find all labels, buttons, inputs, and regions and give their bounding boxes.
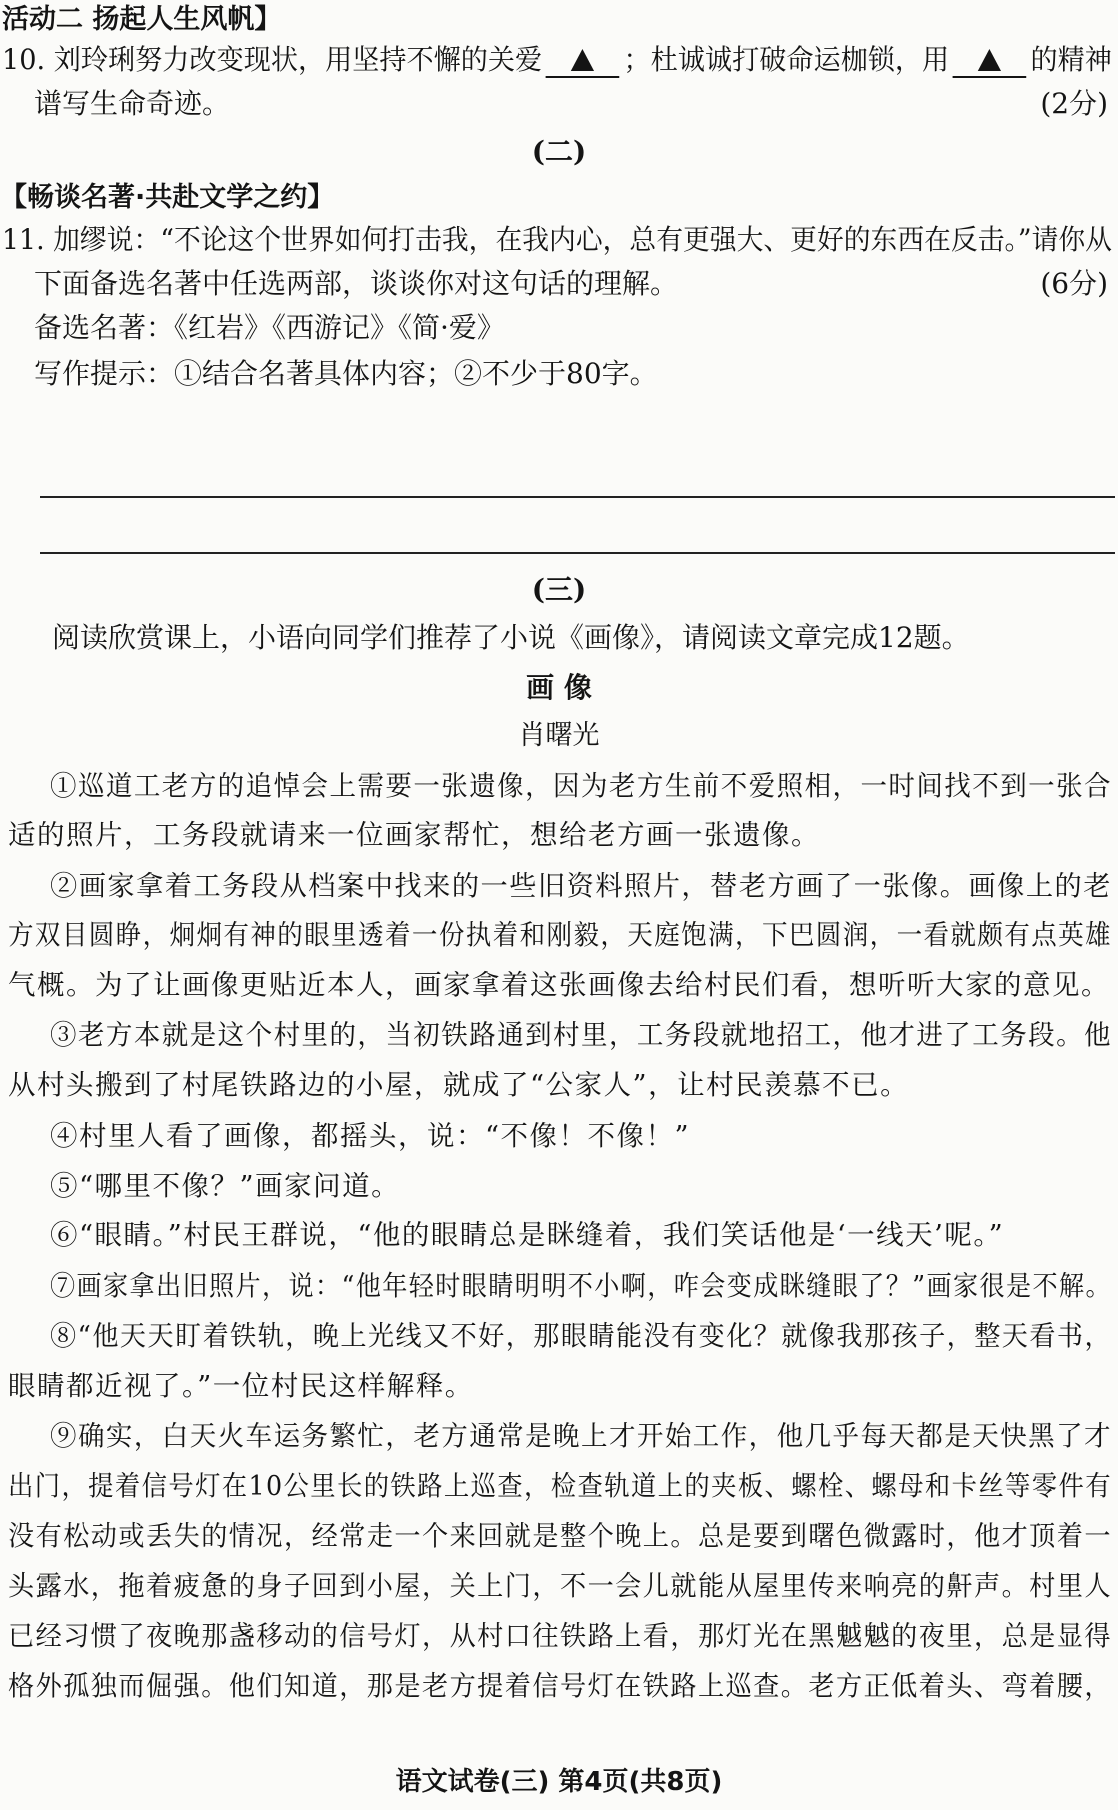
story-line: ⑤“哪里不像？”画家问道。 — [50, 1170, 401, 1202]
activity-heading: 活动二 扬起人生风帆】 — [2, 4, 282, 35]
page-footer: 语文试卷(三) 第4页(共8页) — [395, 1767, 723, 1797]
writing-hint: 写作提示：①结合名著具体内容；②不少于80字。 — [34, 357, 658, 390]
story-line: ⑥“眼睛。”村民王群说，“他的眼睛总是眯缝着，我们笑话他是‘一线天’呢。” — [50, 1219, 1005, 1251]
story-line: 方双目圆睁，炯炯有神的眼里透着一份执着和刚毅，天庭饱满，下巴圆润，一看就颇有点英雄 — [8, 919, 1112, 951]
question-11-line1: 11. 加缪说：“不论这个世界如何打击我，在我内心，总有更强大、更好的东西在反击。”请你从 — [2, 223, 1112, 256]
question-10-score: (2分) — [1040, 87, 1108, 120]
story-line: ④村里人看了画像，都摇头，说：“不像！不像！” — [50, 1120, 691, 1152]
story-line: 眼睛都近视了。”一位村民这样解释。 — [8, 1370, 474, 1402]
story-line: ③老方本就是这个村里的，当初铁路通到村里，工务段就地招工，他才进了工务段。他 — [50, 1019, 1112, 1051]
answer-line-1[interactable] — [40, 496, 1115, 498]
question-11-score: (6分) — [1040, 267, 1108, 300]
answer-blank-1[interactable] — [546, 44, 620, 78]
question-10-line1 — [2, 40, 1112, 80]
story-line: ⑧“他天天盯着铁轨，晚上光线又不好，那眼睛能没有变化？就像我那孩子，整天看书， — [50, 1320, 1113, 1352]
reading-intro: 阅读欣赏课上，小语向同学们推荐了小说《画像》，请阅读文章完成12题。 — [52, 621, 970, 654]
story-title: 画 像 — [526, 671, 592, 704]
story-line: ①巡道工老方的追悼会上需要一张遗像，因为老方生前不爱照相，一时间找不到一张合 — [50, 770, 1112, 802]
book-options: 备选名著：《红岩》《西游记》《简·爱》 — [34, 311, 505, 344]
q10-text-c: 的精神 — [1030, 43, 1112, 76]
story-line: 头露水，拖着疲惫的身子回到小屋，关上门，不一会儿就能从屋里传来响亮的鼾声。村里人 — [8, 1570, 1112, 1602]
story-line: 适的照片，工务段就请来一位画家帮忙，想给老方画一张遗像。 — [8, 819, 820, 851]
question-10-line2: 谱写生命奇迹。 — [34, 87, 231, 120]
story-line: ⑨确实，白天火车运务繁忙，老方通常是晚上才开始工作，他几乎每天都是天快黑了才 — [50, 1420, 1112, 1452]
story-line: 没有松动或丢失的情况，经常走一个来回就是整个晚上。总是要到曙色微露时，他才顶着一 — [8, 1520, 1112, 1552]
story-author: 肖曙光 — [518, 720, 600, 751]
story-line: ②画家拿着工务段从档案中找来的一些旧资料照片，替老方画了一张像。画像上的老 — [50, 870, 1112, 902]
story-line: 出门，提着信号灯在10公里长的铁路上巡查，检查轨道上的夹板、螺栓、螺母和卡丝等零件有 — [8, 1470, 1112, 1502]
triangle-icon — [571, 49, 594, 71]
q10-text-a: 10. 刘玲琍努力改变现状，用坚持不懈的关爱 — [2, 43, 543, 76]
q10-text-b: ；杜诚诚打破命运枷锁，用 — [623, 43, 950, 76]
section-number-3: (三) — [531, 573, 587, 606]
story-line: 从村头搬到了村尾铁路边的小屋，就成了“公家人”，让村民羡慕不已。 — [8, 1069, 910, 1101]
story-line: 格外孤独而倔强。他们知道，那是老方提着信号灯在铁路上巡查。老方正低着头、弯着腰， — [8, 1670, 1112, 1702]
section-heading: 【畅谈名著·共赴文学之约】 — [0, 182, 335, 213]
story-line: ⑦画家拿出旧照片，说：“他年轻时眼睛明明不小啊，咋会变成眯缝眼了？”画家很是不解。 — [50, 1270, 1112, 1302]
section-number-2: (二) — [531, 135, 587, 168]
story-line: 已经习惯了夜晚那盏移动的信号灯，从村口往铁路上看，那灯光在黑魆魆的夜里，总是显得 — [8, 1620, 1112, 1652]
story-line: 气概。为了让画像更贴近本人，画家拿着这张画像去给村民们看，想听听大家的意见。 — [8, 969, 1110, 1001]
triangle-icon — [978, 49, 1001, 71]
answer-blank-2[interactable] — [953, 44, 1027, 78]
answer-line-2[interactable] — [40, 552, 1115, 554]
question-11-line2: 下面备选名著中任选两部，谈谈你对这句话的理解。 — [34, 267, 679, 300]
